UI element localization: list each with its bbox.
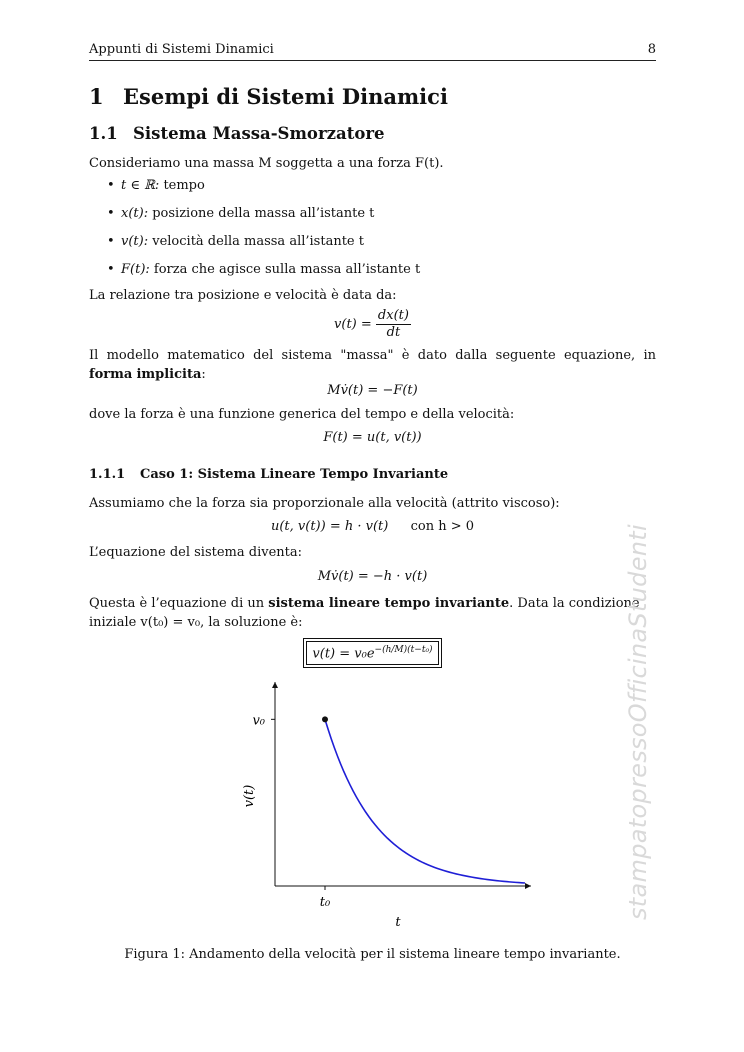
- page-number: 8: [647, 42, 656, 57]
- fraction: [376, 308, 411, 341]
- solution-box: [306, 641, 438, 665]
- model-text: Il modello matematico del sistema "massa" è dato dalla seguente equazione, in: [89, 348, 656, 363]
- bullet-text: velocità della massa all’istante t: [152, 234, 364, 249]
- subsection-title: Sistema Massa-Smorzatore: [133, 124, 385, 143]
- fraction-numerator: dx(t): [377, 308, 409, 323]
- force-paragraph: dove la forza è una funzione generica del tempo e della velocità:: [89, 407, 515, 422]
- relation-paragraph: La relazione tra posizione e velocità è data da:: [89, 288, 397, 303]
- subsubsection-heading: [89, 467, 448, 482]
- velocity-chart: [215, 676, 535, 936]
- model-bold-forma: forma: [89, 367, 133, 382]
- bullet-symbol: x(t):: [121, 206, 149, 221]
- list-item: • x(t): posizione della massa all’istante t: [107, 206, 375, 221]
- page: [89, 0, 656, 1052]
- initial-point: [322, 716, 328, 722]
- eq-assume-main: u(t, v(t)) = h · v(t): [270, 519, 389, 534]
- section-number: 1: [89, 84, 104, 109]
- equation-solution: [89, 641, 656, 665]
- x-tick-label: t₀: [319, 895, 331, 910]
- solution-main: v(t) = v₀e: [312, 646, 375, 662]
- intro-paragraph: Consideriamo una massa M soggetta a una forza F(t).: [89, 156, 444, 171]
- section-heading: [89, 84, 448, 109]
- bullet-text: posizione della massa all’istante t: [152, 206, 375, 221]
- header-rule: [89, 60, 656, 61]
- subsection-number: 1.1: [89, 124, 118, 143]
- x-axis-arrow: [525, 883, 531, 889]
- y-axis-label: v(t): [242, 784, 257, 808]
- solution-exponent: −(h/M)(t−t₀): [374, 645, 433, 655]
- lti-text-3: iniziale v(t₀) = v₀, la soluzione è:: [89, 615, 303, 630]
- eq-assume-condition: con h > 0: [410, 519, 475, 534]
- subsubsection-title: Caso 1: Sistema Lineare Tempo Invariante: [140, 467, 449, 482]
- list-item: • v(t): velocità della massa all’istante t: [107, 234, 364, 249]
- lti-text: Questa è l’equazione di un: [89, 596, 265, 611]
- subsection-heading: [89, 124, 385, 143]
- equation-force: F(t) = u(t, v(t)): [323, 430, 422, 445]
- model-paragraph: [89, 346, 656, 384]
- watermark: stampatopressoOfficinaStudenti: [624, 524, 652, 920]
- bullet-text: tempo: [163, 178, 205, 193]
- bullet-text: forza che agisce sulla massa all’istante t: [153, 262, 421, 277]
- y-tick-label: v₀: [252, 713, 265, 729]
- model-colon: :: [201, 367, 206, 382]
- bullet-symbol: v(t):: [121, 234, 149, 249]
- header-title: Appunti di Sistemi Dinamici: [89, 42, 274, 57]
- list-item: • F(t): forza che agisce sulla massa all’istante t: [107, 262, 421, 277]
- velocity-curve: [325, 719, 525, 883]
- x-axis-label: t: [395, 915, 401, 930]
- equation-assume: [89, 519, 656, 534]
- fraction-denominator: dt: [386, 325, 401, 340]
- assume-paragraph: Assumiamo che la forza sia proporzionale alla velocità (attrito viscoso):: [89, 496, 560, 511]
- y-axis-arrow: [272, 682, 278, 688]
- bullet-symbol: F(t):: [121, 262, 150, 277]
- model-bold-implicita: implicita: [136, 367, 202, 382]
- equation-model: Mv̇(t) = −F(t): [327, 383, 418, 398]
- section-title: Esempi di Sistemi Dinamici: [123, 84, 448, 109]
- lti-text-2: . Data la condizione: [509, 596, 640, 611]
- list-item: • t ∈ ℝ: tempo: [107, 178, 205, 193]
- bullet-symbol: t ∈ ℝ:: [121, 178, 160, 193]
- equation-system: Mv̇(t) = −h · v(t): [317, 569, 428, 584]
- equation-velocity: [89, 308, 656, 341]
- figure-caption: Figura 1: Andamento della velocità per il sistema lineare tempo invariante.: [124, 947, 621, 962]
- lti-bold: sistema lineare tempo invariante: [268, 596, 510, 611]
- subsubsection-number: 1.1.1: [89, 467, 126, 482]
- eq-velocity-lhs: v(t) =: [334, 317, 372, 332]
- lti-paragraph: [89, 594, 656, 632]
- becomes-paragraph: L’equazione del sistema diventa:: [89, 545, 302, 560]
